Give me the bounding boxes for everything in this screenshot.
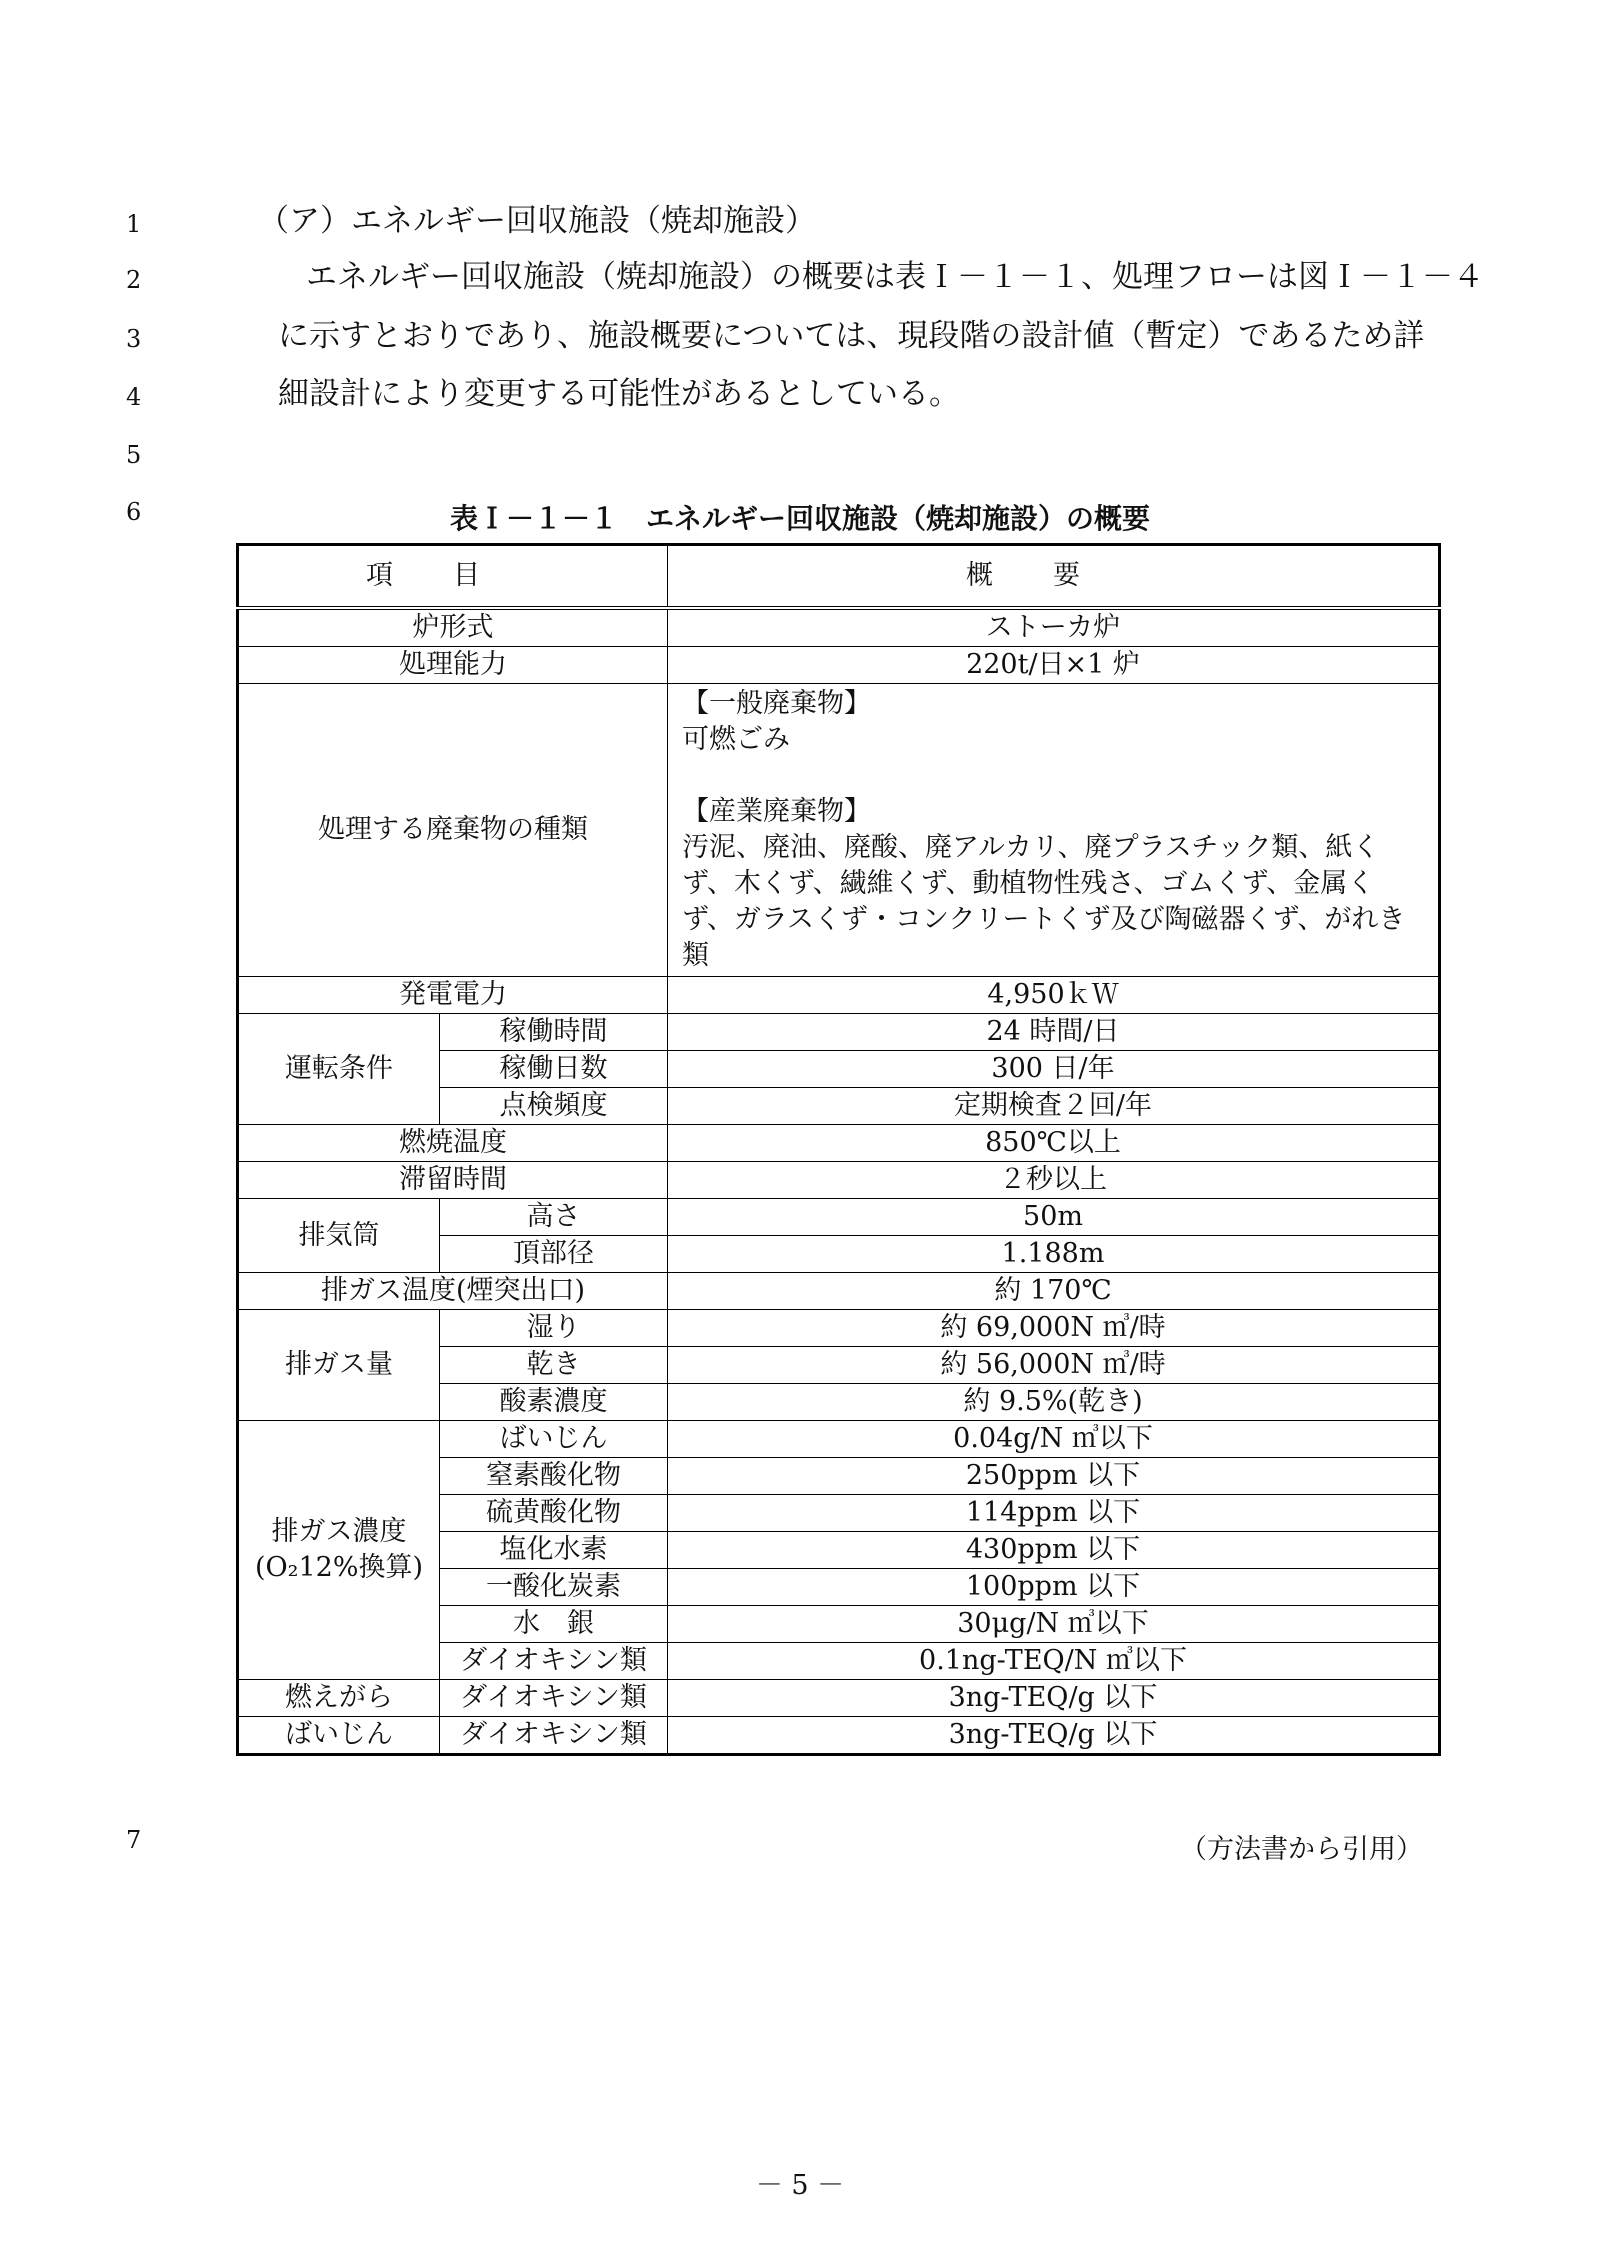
source-note: （方法書から引用） — [1180, 1834, 1423, 1865]
row-value: 30μg/N ㎥以下 — [668, 1606, 1440, 1643]
sub-label: 湿り — [440, 1310, 668, 1347]
line-number: 4 — [126, 383, 142, 411]
sub-label: 頂部径 — [440, 1236, 668, 1273]
table-row — [238, 1014, 1440, 1051]
row-value: 0.04g/N ㎥以下 — [668, 1421, 1440, 1458]
group-label: ばいじん — [238, 1717, 440, 1755]
table-row — [238, 1199, 1440, 1236]
sub-label: ばいじん — [440, 1421, 668, 1458]
table-row — [238, 1421, 1440, 1458]
sub-label: 一酸化炭素 — [440, 1569, 668, 1606]
sub-label: 乾き — [440, 1347, 668, 1384]
row-label: 発電電力 — [238, 977, 668, 1014]
line-number: 7 — [126, 1826, 142, 1854]
industrial-waste-heading: 【産業廃棄物】 — [682, 796, 871, 827]
row-value: 300 日/年 — [668, 1051, 1440, 1088]
row-label: 炉形式 — [238, 608, 668, 647]
row-value: 1.188m — [668, 1236, 1440, 1273]
table-row — [238, 684, 1440, 977]
group-label-line: 排ガス濃度 — [271, 1516, 407, 1547]
table-row — [238, 1680, 1440, 1717]
row-value: 250ppm 以下 — [668, 1458, 1440, 1495]
row-value: 約 56,000N ㎥/時 — [668, 1347, 1440, 1384]
industrial-waste-value: 汚泥、廃油、廃酸、廃アルカリ、廃プラスチック類、紙くず、木くず、繊維くず、動植物性残さ、ゴムくず、金属くず、ガラスくず・コンクリートくず及び陶磁器くず、がれき類 — [682, 832, 1406, 971]
row-value: ２秒以上 — [668, 1162, 1440, 1199]
row-value: 約 9.5%(乾き) — [668, 1384, 1440, 1421]
facility-summary-table — [236, 543, 1441, 1756]
general-waste-heading: 【一般廃棄物】 — [682, 688, 871, 719]
line-number: 5 — [126, 441, 142, 469]
general-waste-value: 可燃ごみ — [682, 724, 790, 755]
table-row — [238, 1310, 1440, 1347]
row-value: 24 時間/日 — [668, 1014, 1440, 1051]
table-row — [238, 1125, 1440, 1162]
row-value: 約 69,000N ㎥/時 — [668, 1310, 1440, 1347]
paragraph-line: エネルギー回収施設（焼却施設）の概要は表Ｉ－１－１、処理フローは図Ｉ－１－４ — [306, 259, 1484, 295]
sub-label: 窒素酸化物 — [440, 1458, 668, 1495]
page-number: － 5 － — [755, 2170, 845, 2201]
sub-label: 水 銀 — [440, 1606, 668, 1643]
table-row — [238, 1273, 1440, 1310]
row-value: 3ng-TEQ/g 以下 — [668, 1680, 1440, 1717]
table-row — [238, 1717, 1440, 1755]
sub-label: ダイオキシン類 — [440, 1717, 668, 1755]
line-number: 6 — [126, 498, 142, 526]
table-row — [238, 647, 1440, 684]
row-value: 100ppm 以下 — [668, 1569, 1440, 1606]
table-row — [238, 977, 1440, 1014]
waste-types-cell — [668, 684, 1440, 977]
sub-label: ダイオキシン類 — [440, 1643, 668, 1680]
group-label: 排気筒 — [238, 1199, 440, 1273]
group-label — [238, 1421, 440, 1680]
row-value: 約 170℃ — [668, 1273, 1440, 1310]
row-value: 0.1ng-TEQ/N ㎥以下 — [668, 1643, 1440, 1680]
group-label: 排ガス量 — [238, 1310, 440, 1421]
line-number: 1 — [126, 210, 142, 238]
sub-label: 高さ — [440, 1199, 668, 1236]
row-label: 処理能力 — [238, 647, 668, 684]
row-value: 850℃以上 — [668, 1125, 1440, 1162]
row-label: 滞留時間 — [238, 1162, 668, 1199]
sub-label: 稼働日数 — [440, 1051, 668, 1088]
row-value: 114ppm 以下 — [668, 1495, 1440, 1532]
sub-label: 塩化水素 — [440, 1532, 668, 1569]
row-value: ストーカ炉 — [668, 608, 1440, 647]
table-row — [238, 1162, 1440, 1199]
row-value: 3ng-TEQ/g 以下 — [668, 1717, 1440, 1755]
section-heading: （ア）エネルギー回収施設（焼却施設） — [258, 203, 816, 239]
header-summary: 概要 — [668, 545, 1440, 609]
table-caption: 表Ｉ－１－１ エネルギー回収施設（焼却施設）の概要 — [449, 502, 1150, 535]
group-label: 燃えがら — [238, 1680, 440, 1717]
row-value: 4,950ｋＷ — [668, 977, 1440, 1014]
row-label: 排ガス温度(煙突出口) — [238, 1273, 668, 1310]
sub-label: 硫黄酸化物 — [440, 1495, 668, 1532]
group-label: 運転条件 — [238, 1014, 440, 1125]
row-value: 220t/日×1 炉 — [668, 647, 1440, 684]
paragraph-line: 細設計により変更する可能性があるとしている。 — [278, 376, 960, 412]
row-value: 定期検査２回/年 — [668, 1088, 1440, 1125]
table-row — [238, 608, 1440, 647]
sub-label: 稼働時間 — [440, 1014, 668, 1051]
sub-label: ダイオキシン類 — [440, 1680, 668, 1717]
row-label: 処理する廃棄物の種類 — [238, 684, 668, 977]
row-value: 50m — [668, 1199, 1440, 1236]
sub-label: 酸素濃度 — [440, 1384, 668, 1421]
line-number: 2 — [126, 266, 142, 294]
group-label-line: (O₂12%換算) — [254, 1552, 424, 1583]
row-value: 430ppm 以下 — [668, 1532, 1440, 1569]
sub-label: 点検頻度 — [440, 1088, 668, 1125]
table-header-row — [238, 545, 1440, 609]
row-label: 燃焼温度 — [238, 1125, 668, 1162]
line-number: 3 — [126, 325, 142, 353]
header-item: 項目 — [238, 545, 668, 609]
paragraph-line: に示すとおりであり、施設概要については、現段階の設計値（暫定）であるため詳 — [278, 318, 1425, 354]
spacer — [682, 758, 1424, 794]
